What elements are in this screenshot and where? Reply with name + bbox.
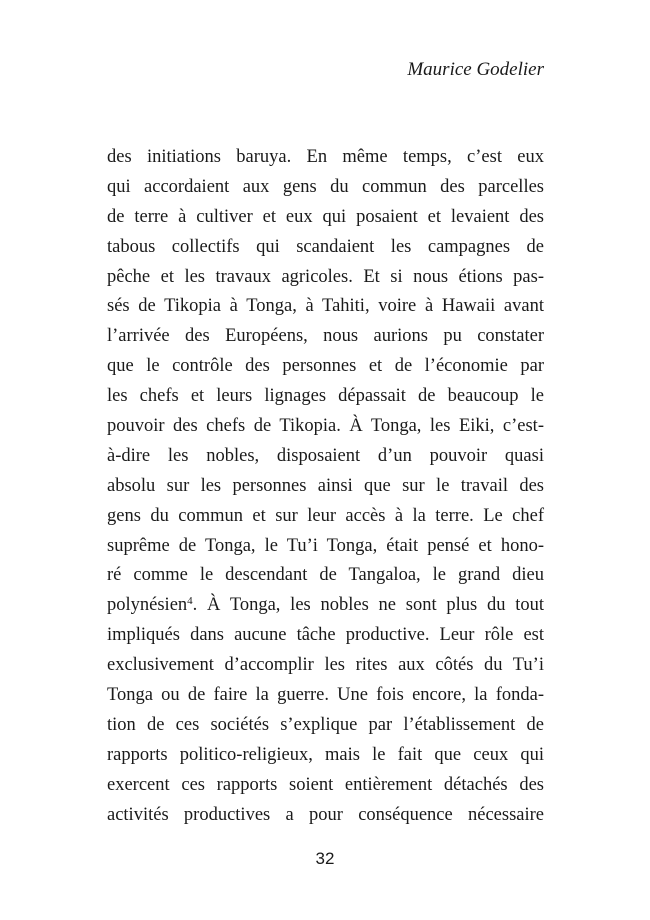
- text-line: pouvoir des chefs de Tikopia. À Tonga, les Eiki, c’est-: [107, 416, 544, 437]
- text-line: les chefs et leurs lignages dépassait de beaucoup le: [107, 386, 544, 407]
- text-line: Tonga ou de faire la guerre. Une fois encore, la fonda-: [107, 685, 544, 706]
- text-line: sés de Tikopia à Tonga, à Tahiti, voire à Hawaii avant: [107, 296, 544, 317]
- footnote-reference[interactable]: 4: [187, 595, 193, 608]
- page-number: 32: [315, 849, 335, 868]
- text-line: de terre à cultiver et eux qui posaient et levaient des: [107, 206, 544, 227]
- text-line: impliqués dans aucune tâche productive. Leur rôle est: [107, 625, 544, 646]
- text-line: activités productives a pour conséquence nécessaire: [107, 804, 544, 825]
- text-line: qui accordaient aux gens du commun des parcelles: [107, 176, 544, 197]
- text-line: des initiations baruya. En même temps, c’est eux: [107, 147, 544, 167]
- text-line: que le contrôle des personnes et de l’économie par: [107, 356, 544, 377]
- text-line: gens du commun et sur leur accès à la terre. Le chef: [107, 505, 544, 526]
- text-line: rapports politico-religieux, mais le fait que ceux qui: [107, 744, 544, 765]
- text-line: ré comme le descendant de Tangaloa, le grand dieu: [107, 565, 544, 586]
- text-line: pêche et les travaux agricoles. Et si nous étions pas-: [107, 266, 544, 287]
- text-line: tion de ces sociétés s’explique par l’établissement de: [107, 714, 544, 735]
- text-line: suprême de Tonga, le Tu’i Tonga, était pensé et hono-: [107, 535, 544, 556]
- running-head-author: Maurice Godelier: [407, 59, 544, 80]
- text-line: l’arrivée des Européens, nous aurions pu constater: [107, 326, 544, 347]
- text-line: à-dire les nobles, disposaient d’un pouvoir quasi: [107, 445, 544, 466]
- text-line: exclusivement d’accomplir les rites aux côtés du Tu’i: [107, 655, 544, 676]
- text-line: tabous collectifs qui scandaient les campagnes de: [107, 236, 544, 257]
- text-line: absolu sur les personnes ainsi que sur le travail des: [107, 475, 544, 496]
- body-text: [107, 143, 544, 830]
- footnote-line-before: polynésien: [107, 595, 188, 616]
- text-line-with-footnote: [107, 591, 544, 621]
- text-line: exercent ces rapports soient entièrement détachés des: [107, 774, 544, 795]
- footnote-line-after: . À Tonga, les nobles ne sont plus du tout: [192, 595, 544, 616]
